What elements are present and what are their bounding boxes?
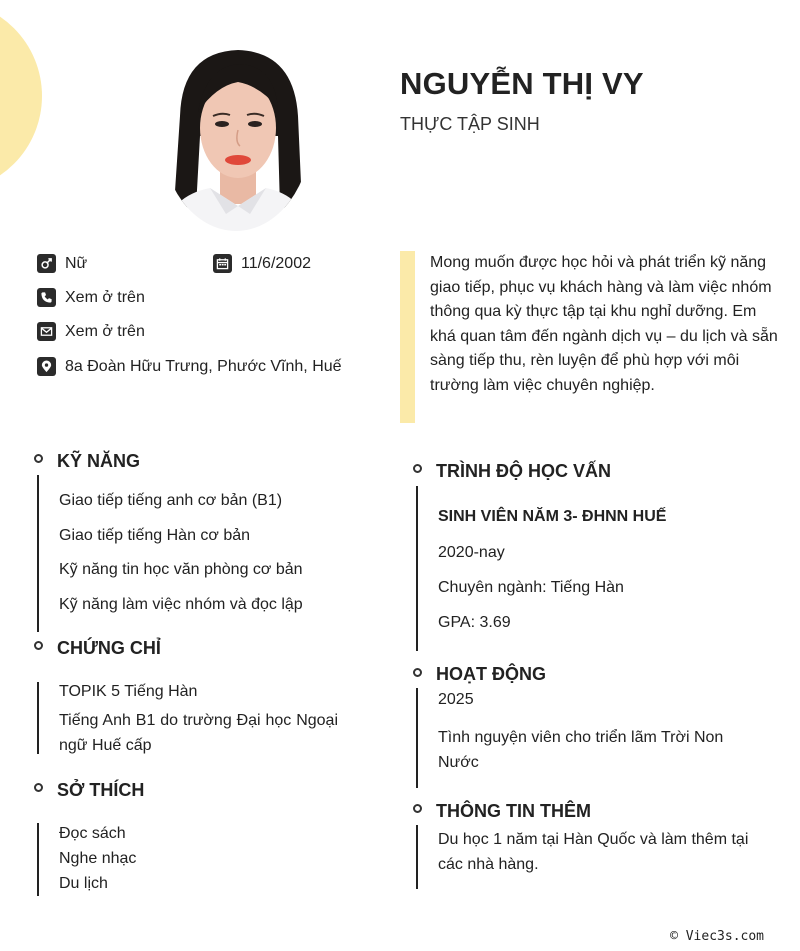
activities-bullet	[413, 668, 422, 677]
skills-timeline-line	[37, 475, 39, 632]
extra-info-timeline-line	[416, 825, 418, 889]
hobbies-timeline-line	[37, 823, 39, 896]
calendar-icon	[213, 254, 232, 273]
skills-heading: KỸ NĂNG	[57, 451, 141, 471]
education-timeline-line	[416, 486, 418, 651]
birthdate-value: 11/6/2002	[241, 254, 311, 272]
skill-item: Giao tiếp tiếng Hàn cơ bản	[59, 527, 251, 544]
certificates-bullet	[34, 641, 43, 650]
skill-item: Kỹ năng tin học văn phòng cơ bản	[59, 561, 303, 578]
education-heading: TRÌNH ĐỘ HỌC VẤN	[436, 461, 611, 481]
candidate-name: NGUYỄN THỊ VY	[400, 66, 644, 101]
education-gpa: GPA: 3.69	[438, 614, 511, 631]
career-objective: Mong muốn được học hỏi và phát triển kỹ năng giao tiếp, phục vụ khách hàng và làm việc nhóm thông qua kỳ thực tập tại khu nghỉ dưỡng. Em khá quan tâm đến ngành dịch vụ – du lịch và sẵn sàng tiếp thu, rèn luyện để phù hợp với môi trường làm việc chuyên nghiệp.	[430, 254, 778, 394]
objective-accent-bar	[400, 251, 415, 423]
gender-row	[37, 254, 87, 273]
activities-heading: HOẠT ĐỘNG	[436, 664, 546, 684]
extra-info-description: Du học 1 năm tại Hàn Quốc và làm thêm tại các nhà hàng.	[438, 831, 749, 873]
certificate-item: TOPIK 5 Tiếng Hàn	[59, 683, 198, 700]
address-row	[37, 357, 342, 376]
job-title: THỰC TẬP SINH	[400, 114, 540, 134]
email-row	[37, 322, 145, 341]
phone-row	[37, 288, 145, 307]
activity-year: 2025	[438, 691, 474, 708]
extra-info-bullet	[413, 804, 422, 813]
education-major: Chuyên ngành: Tiếng Hàn	[438, 579, 624, 596]
decorative-half-circle	[0, 0, 42, 192]
certificate-item: Tiếng Anh B1 do trường Đại học Ngoại ngữ Huế cấp	[59, 712, 338, 754]
certificates-timeline-line	[37, 682, 39, 754]
location-icon	[37, 357, 56, 376]
hobby-item: Đọc sách	[59, 825, 126, 842]
skills-bullet	[34, 454, 43, 463]
hobbies-bullet	[34, 783, 43, 792]
extra-info-heading: THÔNG TIN THÊM	[436, 801, 591, 821]
birthdate-row	[213, 254, 311, 273]
gender-icon	[37, 254, 56, 273]
hobby-item: Nghe nhạc	[59, 850, 137, 867]
hobbies-heading: SỞ THÍCH	[57, 780, 145, 800]
skill-item: Kỹ năng làm việc nhóm và đọc lập	[59, 596, 303, 613]
skill-item: Giao tiếp tiếng anh cơ bản (B1)	[59, 492, 283, 509]
email-value: Xem ở trên	[65, 322, 145, 340]
activity-description: Tình nguyện viên cho triển lãm Trời Non Nước	[438, 729, 724, 771]
activities-timeline-line	[416, 688, 418, 788]
footer-credit: © Viec3s.com	[670, 929, 764, 944]
address-value: 8a Đoàn Hữu Trưng, Phước Vĩnh, Huế	[65, 357, 342, 375]
education-period: 2020-nay	[438, 544, 505, 561]
phone-icon	[37, 288, 56, 307]
email-icon	[37, 322, 56, 341]
phone-value: Xem ở trên	[65, 288, 145, 306]
profile-photo	[160, 46, 312, 231]
education-bullet	[413, 464, 422, 473]
hobby-item: Du lịch	[59, 875, 108, 892]
gender-value: Nữ	[65, 254, 88, 272]
certificates-heading: CHỨNG CHỈ	[57, 638, 161, 658]
education-school: SINH VIÊN NĂM 3- ĐHNN HUẾ	[438, 508, 667, 525]
